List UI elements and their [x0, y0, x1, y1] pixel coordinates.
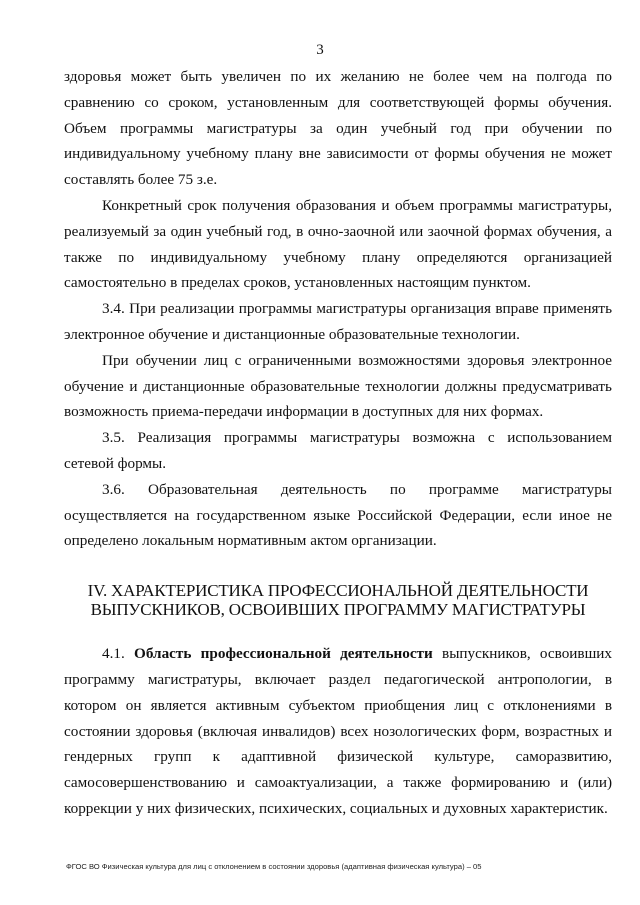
section-heading-line-1: IV. ХАРАКТЕРИСТИКА ПРОФЕССИОНАЛЬНОЙ ДЕЯТЕЛЬНОСТИ [87, 581, 589, 601]
page-footer: ФГОС ВО Физическая культура для лиц с отклонением в состоянии здоровья (адаптивная физическая культура) – 05 [66, 862, 482, 871]
paragraph: При обучении лиц с ограниченными возможностями здоровья электронное обучение и дистанционные образовательные технологии должны предусматривать возможность приема-передачи информации в доступных для них формах. [64, 351, 612, 421]
paragraph: Конкретный срок получения образования и объем программы магистратуры, реализуемый за один учебный год, в очно-заочной или заочной формах обучения, а также по индивидуальному учебному плану определяются организацией самостоятельно в пределах сроков, установленных настоящим пунктом. [64, 196, 612, 292]
section-heading-line-2: ВЫПУСКНИКОВ, ОСВОИВШИХ ПРОГРАММУ МАГИСТРАТУРЫ [90, 600, 586, 620]
paragraph-3-4: 3.4. При реализации программы магистратуры организация вправе применять электронное обучение и дистанционные образовательные технологии. [64, 300, 612, 343]
paragraph-3-6: 3.6. Образовательная деятельность по программе магистратуры осуществляется на государственном языке Российской Федерации, если иное не определено локальным нормативным актом организации. [64, 480, 612, 550]
paragraph-3-5: 3.5. Реализация программы магистратуры возможна с использованием сетевой формы. [64, 429, 612, 472]
clause-number: 4.1. [102, 645, 135, 663]
section-heading [64, 581, 612, 619]
clause-text: выпускников, освоивших программу магистратуры, включает раздел педагогической антропологии, в котором он является активным субъектом приобщения лиц с отклонениями в состоянии здоровья (включая инвалидов) всех нозологических форм, возрастных и гендерных групп к адаптивной физической культуре, саморазвитию, самосовершенствованию и самоактуализации, а также формированию и (или) коррекции у них физических, психических, социальных и духовных характеристик. [64, 645, 613, 817]
paragraph: здоровья может быть увеличен по их желанию не более чем на полгода по сравнению со сроком, установленным для соответствующей формы обучения. Объем программы магистратуры за один учебный год при обучении по индивидуальному учебному плану вне зависимости от формы обучения не может составлять более 75 з.е. [64, 68, 612, 189]
paragraph-4-1 [64, 641, 612, 822]
page-number: 3 [316, 42, 324, 58]
document-body [64, 64, 612, 822]
bold-term: Область профессиональной деятельности [134, 645, 433, 663]
